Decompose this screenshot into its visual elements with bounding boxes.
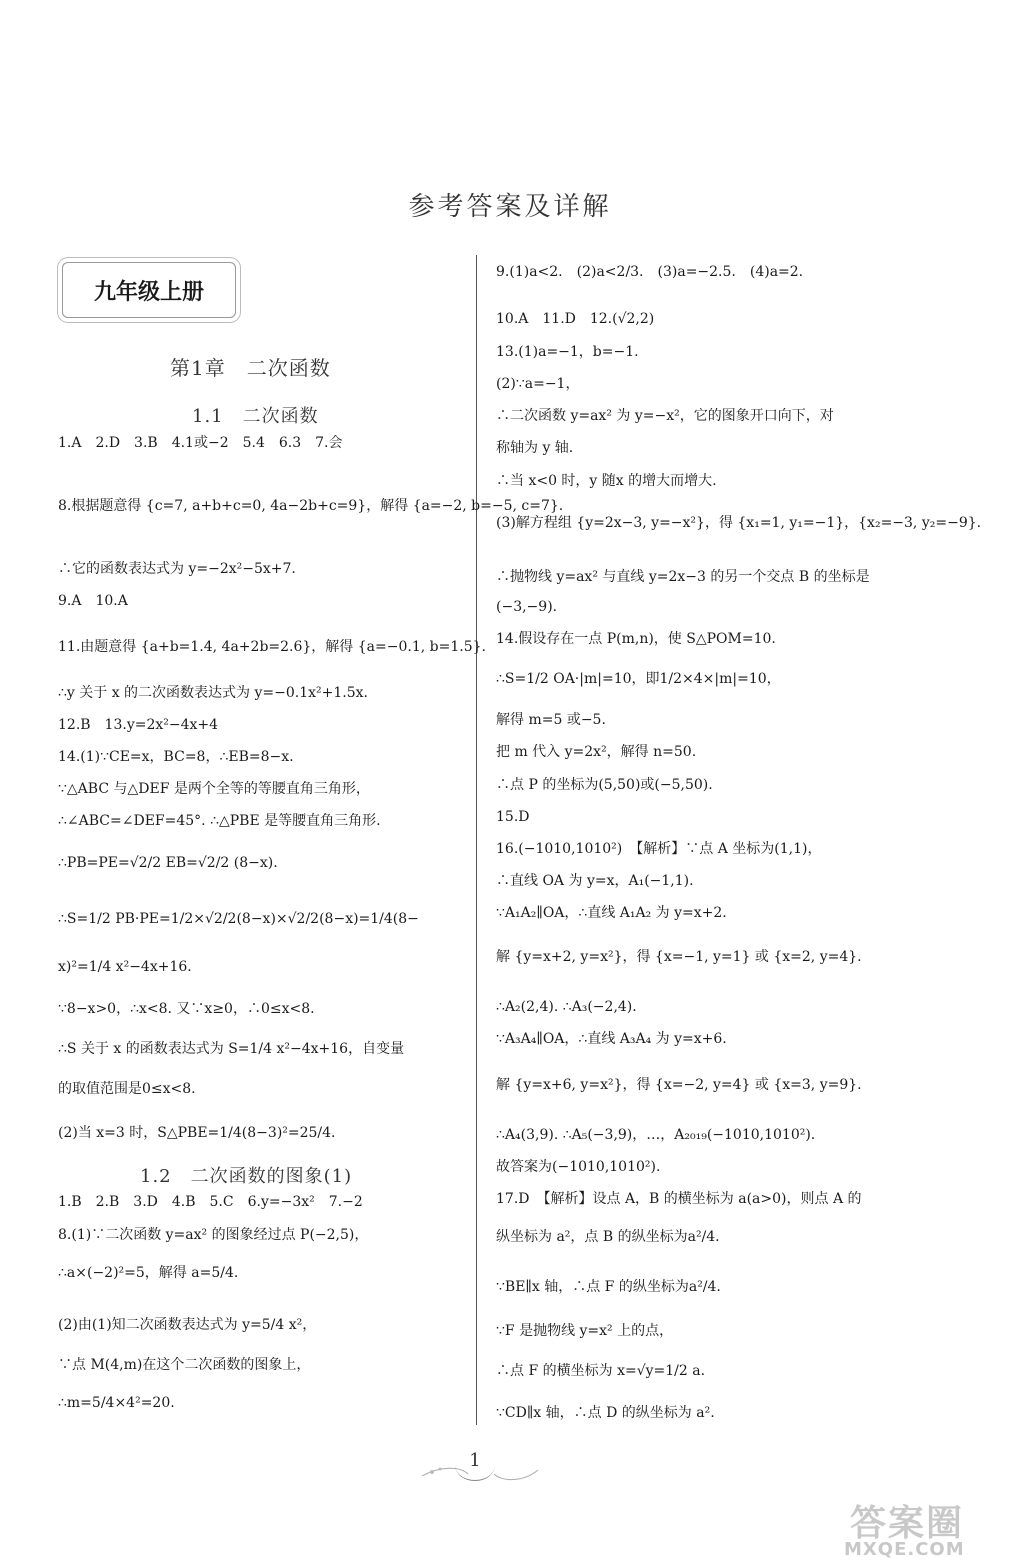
- answer-line: (2)∵a=−1，: [496, 376, 580, 392]
- answer-line: 12.B 13.y=2x²−4x+4: [58, 717, 219, 733]
- answer-line: ∴二次函数 y=ax² 为 y=−x²，它的图象开口向下，对: [496, 408, 834, 424]
- answer-line: 8.(1)∵二次函数 y=ax² 的图象经过点 P(−2,5)，: [58, 1227, 369, 1243]
- answer-line: ∵A₃A₄∥OA，∴直线 A₃A₄ 为 y=x+6.: [496, 1031, 727, 1047]
- section-title-1-1: 1.1 二次函数: [192, 406, 319, 427]
- answer-line: 14.假设存在一点 P(m,n)，使 S△POM=10.: [496, 631, 776, 647]
- answer-line: ∴m=5/4×4²=20.: [58, 1395, 175, 1411]
- watermark-logo: [840, 1495, 1010, 1561]
- answer-line: ∴它的函数表达式为 y=−2x²−5x+7.: [58, 561, 296, 577]
- grade-label-box: [62, 262, 236, 318]
- answer-line: ∴S=1/2 OA·|m|=10，即1/2×4×|m|=10，: [496, 671, 781, 687]
- answer-line: ∴抛物线 y=ax² 与直线 y=2x−3 的另一个交点 B 的坐标是: [496, 569, 870, 585]
- answer-line: ∴S 关于 x 的函数表达式为 S=1/4 x²−4x+16，自变量: [58, 1041, 405, 1057]
- answer-line: ∵A₁A₂∥OA，∴直线 A₁A₂ 为 y=x+2.: [496, 905, 727, 921]
- answer-line: 把 m 代入 y=2x²，解得 n=50.: [496, 744, 697, 760]
- answer-line: ∵△ABC 与△DEF 是两个全等的等腰直角三角形，: [58, 781, 370, 797]
- answer-line: 15.D: [496, 809, 530, 825]
- answer-line: 故答案为(−1010,1010²).: [496, 1159, 661, 1175]
- answer-line: ∴当 x<0 时，y 随x 的增大而增大.: [496, 473, 717, 489]
- answer-line: ∴直线 OA 为 y=x，A₁(−1,1).: [496, 873, 694, 889]
- answer-line: 1.B 2.B 3.D 4.B 5.C 6.y=−3x² 7.−2: [58, 1194, 363, 1210]
- answer-line: (−3,−9).: [496, 599, 558, 615]
- answer-line: 11.由题意得 {a+b=1.4, 4a+2b=2.6}，解得 {a=−0.1, b=1.5}.: [58, 639, 486, 655]
- answer-line: 1.A 2.D 3.B 4.1或−2 5.4 6.3 7.会: [58, 435, 343, 451]
- answer-line: ∴A₂(2,4). ∴A₃(−2,4).: [496, 999, 637, 1015]
- answer-line: ∴点 P 的坐标为(5,50)或(−5,50).: [496, 777, 713, 793]
- page-number: 1: [455, 1450, 495, 1481]
- answer-line: 14.(1)∵CE=x，BC=8，∴EB=8−x.: [58, 749, 294, 765]
- answer-line: 8.根据题意得 {c=7, a+b+c=0, 4a−2b+c=9}，解得 {a=−2, b=−5, c=7}.: [58, 498, 564, 514]
- answer-line: ∵F 是抛物线 y=x² 上的点，: [496, 1323, 674, 1339]
- answer-line: ∵点 M(4,m)在这个二次函数的图象上，: [58, 1357, 311, 1373]
- watermark-text: 答案圈: [850, 1503, 965, 1544]
- answer-line: 9.A 10.A: [58, 593, 128, 609]
- page-title: 参考答案及详解: [408, 192, 612, 222]
- grade-label: 九年级上册: [93, 280, 204, 305]
- answer-line: (2)由(1)知二次函数表达式为 y=5/4 x²，: [58, 1317, 317, 1333]
- answer-line: 10.A 11.D 12.(√2,2): [496, 311, 655, 327]
- answer-line: ∴A₄(3,9). ∴A₅(−3,9)，…，A₂₀₁₉(−1010,1010²).: [496, 1127, 816, 1143]
- answer-line: ∴S=1/2 PB·PE=1/2×√2/2(8−x)×√2/2(8−x)=1/4(8−: [58, 911, 419, 927]
- answer-line: ∵BE∥x 轴，∴点 F 的纵坐标为a²/4.: [496, 1279, 721, 1295]
- answer-line: ∵8−x>0，∴x<8. 又∵x≥0，∴0≤x<8.: [58, 1001, 315, 1017]
- answer-line: 13.(1)a=−1，b=−1.: [496, 344, 639, 360]
- answer-line: 9.(1)a<2. (2)a<2/3. (3)a=−2.5. (4)a=2.: [496, 264, 804, 280]
- answer-line: (2)当 x=3 时，S△PBE=1/4(8−3)²=25/4.: [58, 1125, 336, 1141]
- section-title-1-2: 1.2 二次函数的图象(1): [140, 1166, 353, 1187]
- answer-line: ∴a×(−2)²=5，解得 a=5/4.: [58, 1265, 239, 1281]
- answer-line: (3)解方程组 {y=2x−3, y=−x²}，得 {x₁=1, y₁=−1}，{x₂=−3, y₂=−9}.: [496, 515, 982, 531]
- answer-line: ∴点 F 的横坐标为 x=√y=1/2 a.: [496, 1363, 706, 1379]
- answer-line: 16.(−1010,1010²) 【解析】∵点 A 坐标为(1,1)，: [496, 841, 822, 857]
- watermark-url: MXQE.COM: [844, 1539, 965, 1560]
- column-divider: [476, 255, 477, 1425]
- answer-line: ∴∠ABC=∠DEF=45°. ∴△PBE 是等腰直角三角形.: [58, 813, 381, 829]
- answer-line: 17.D 【解析】设点 A，B 的横坐标为 a(a>0)，则点 A 的: [496, 1191, 862, 1207]
- answer-line: 解得 m=5 或−5.: [496, 712, 606, 728]
- answer-line: 纵坐标为 a²，点 B 的纵坐标为a²/4.: [496, 1229, 720, 1245]
- chapter-title: 第1章 二次函数: [170, 356, 331, 380]
- answer-line: x)²=1/4 x²−4x+16.: [58, 959, 192, 975]
- answer-line: 称轴为 y 轴.: [496, 440, 574, 456]
- answer-line: 解 {y=x+6, y=x²}，得 {x=−2, y=4} 或 {x=3, y=9}.: [496, 1077, 862, 1093]
- answer-line: 的取值范围是0≤x<8.: [58, 1081, 196, 1097]
- answer-line: 解 {y=x+2, y=x²}，得 {x=−1, y=1} 或 {x=2, y=4}.: [496, 949, 862, 965]
- answer-line: ∴y 关于 x 的二次函数表达式为 y=−0.1x²+1.5x.: [58, 685, 368, 701]
- answer-line: ∴PB=PE=√2/2 EB=√2/2 (8−x).: [58, 855, 278, 871]
- answer-line: ∵CD∥x 轴，∴点 D 的纵坐标为 a².: [496, 1405, 715, 1421]
